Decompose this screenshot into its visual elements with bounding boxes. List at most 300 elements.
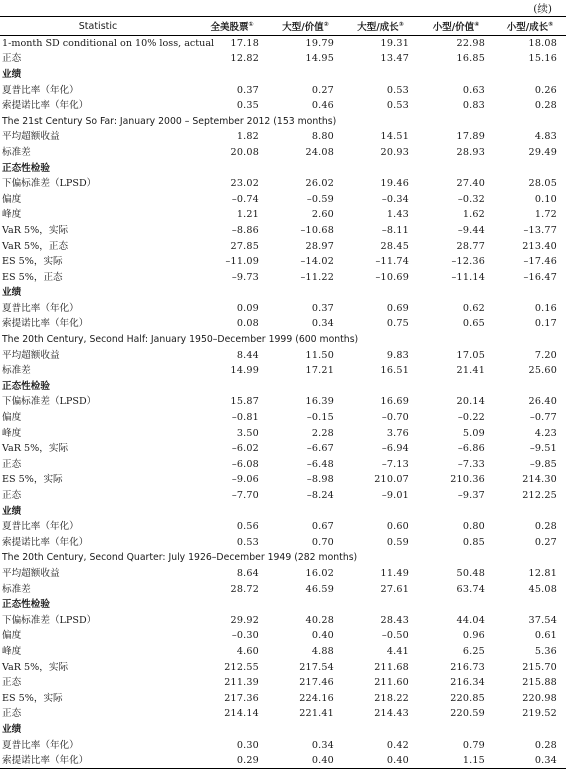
cell-value: 217.54 — [299, 661, 334, 673]
cell-value: 0.63 — [462, 84, 485, 96]
cell-value: 28.77 — [456, 240, 485, 252]
section-heading-row — [0, 722, 566, 738]
table-row — [0, 82, 566, 98]
cell-value: –9.73 — [231, 271, 259, 283]
row-label: 下偏标准差（LPSD） — [2, 614, 97, 626]
cell-value: 40.28 — [305, 614, 334, 626]
cell-value: 23.02 — [230, 178, 259, 190]
cell-value: 12.82 — [230, 53, 259, 65]
cell-value: 0.30 — [236, 739, 259, 751]
cell-value: 12.81 — [528, 567, 557, 579]
section-heading-row — [0, 160, 566, 176]
section-heading: 业绩 — [2, 723, 22, 735]
cell-value: 212.55 — [224, 661, 259, 673]
cell-value: 28.05 — [528, 178, 557, 190]
cell-value: –6.02 — [231, 443, 259, 455]
cell-value: –9.01 — [381, 490, 409, 502]
cell-value: 19.46 — [380, 178, 409, 190]
statistics-table — [0, 16, 566, 769]
row-label: 标准差 — [2, 146, 31, 158]
table-row — [0, 51, 566, 67]
cell-value: 14.95 — [305, 53, 334, 65]
cell-value: 216.73 — [450, 661, 485, 673]
cell-value: –12.36 — [451, 256, 485, 268]
cell-value: –0.59 — [306, 193, 334, 205]
row-label: 1-month SD conditional on 10% loss, actual — [2, 38, 215, 50]
cell-value: –0.22 — [457, 412, 485, 424]
cell-value: –0.74 — [231, 193, 259, 205]
row-label: 夏普比率（年化） — [2, 302, 79, 314]
cell-value: 4.60 — [236, 645, 259, 657]
table-row — [0, 238, 566, 254]
cell-value: 1.21 — [236, 209, 259, 221]
cell-value: 0.67 — [311, 521, 334, 533]
cell-value: 220.59 — [450, 708, 485, 720]
cell-value: 220.85 — [450, 692, 485, 704]
cell-value: –0.81 — [231, 412, 259, 424]
cell-value: 46.59 — [305, 583, 334, 595]
cell-value: 37.54 — [528, 614, 557, 626]
header-col-total-market — [196, 17, 268, 36]
cell-value: 1.43 — [386, 209, 409, 221]
cell-value: 20.08 — [230, 146, 259, 158]
row-label: ES 5%，实际 — [2, 692, 63, 704]
cell-value: 0.17 — [534, 318, 557, 330]
cell-value: –11.74 — [375, 256, 409, 268]
cell-value: 2.60 — [311, 209, 334, 221]
table-row — [0, 36, 566, 52]
cell-value: –9.85 — [529, 458, 557, 470]
header-row — [0, 17, 566, 36]
cell-value: 0.40 — [386, 754, 409, 766]
cell-value: 27.40 — [456, 178, 485, 190]
cell-value: 15.16 — [528, 53, 557, 65]
cell-value: 27.61 — [380, 583, 409, 595]
table-row — [0, 316, 566, 332]
table-row — [0, 410, 566, 426]
header-col-small-growth — [494, 17, 566, 36]
cell-value: –9.37 — [457, 490, 485, 502]
row-label: 偏度 — [2, 193, 22, 205]
cell-value: 24.08 — [305, 146, 334, 158]
table-row — [0, 519, 566, 535]
cell-value: 0.70 — [311, 536, 334, 548]
cell-value: 216.34 — [450, 677, 485, 689]
header-note: ① — [248, 20, 254, 28]
cell-value: 0.83 — [462, 100, 485, 112]
table-row — [0, 98, 566, 114]
table-row — [0, 207, 566, 223]
cell-value: 1.82 — [236, 131, 259, 143]
cell-value: 0.59 — [386, 536, 409, 548]
cell-value: 45.08 — [528, 583, 557, 595]
cell-value: 1.72 — [534, 209, 557, 221]
cell-value: 4.23 — [534, 427, 557, 439]
cell-value: –7.70 — [231, 490, 259, 502]
cell-value: 0.10 — [534, 193, 557, 205]
cell-value: 210.07 — [374, 474, 409, 486]
statistics-table-wrapper — [0, 16, 566, 769]
row-label: 正态 — [2, 53, 22, 65]
header-label: 全美股票 — [210, 22, 249, 33]
row-label: 正态 — [2, 708, 22, 720]
table-row — [0, 659, 566, 675]
cell-value: –13.77 — [523, 224, 557, 236]
cell-value: 3.76 — [386, 427, 409, 439]
row-label: 正态 — [2, 490, 22, 502]
cell-value: 0.34 — [311, 318, 334, 330]
period-heading: The 20th Century, Second Quarter: July 1926–December 1949 (282 months) — [2, 552, 358, 564]
table-row — [0, 425, 566, 441]
cell-value: 214.30 — [522, 474, 557, 486]
cell-value: 6.25 — [462, 645, 485, 657]
cell-value: 217.36 — [224, 692, 259, 704]
table-row — [0, 457, 566, 473]
cell-value: 25.60 — [528, 365, 557, 377]
row-label: 索提诺比率（年化） — [2, 536, 89, 548]
section-heading: 业绩 — [2, 287, 22, 299]
row-label: 偏度 — [2, 630, 22, 642]
header-note: ④ — [474, 20, 480, 28]
cell-value: 211.68 — [374, 661, 409, 673]
header-note: ③ — [398, 20, 404, 28]
cell-value: 0.08 — [236, 318, 259, 330]
row-label: 夏普比率（年化） — [2, 739, 79, 751]
row-label: 平均超额收益 — [2, 567, 60, 579]
cell-value: –11.14 — [451, 271, 485, 283]
period-heading-row — [0, 332, 566, 348]
cell-value: 28.45 — [380, 240, 409, 252]
table-body — [0, 36, 566, 769]
cell-value: –0.32 — [457, 193, 485, 205]
cell-value: –11.22 — [300, 271, 334, 283]
cell-value: –0.15 — [306, 412, 334, 424]
cell-value: 4.41 — [386, 645, 409, 657]
cell-value: 0.37 — [236, 84, 259, 96]
cell-value: 1.15 — [462, 754, 485, 766]
cell-value: 0.16 — [534, 302, 557, 314]
row-label: VaR 5%，实际 — [2, 224, 69, 236]
cell-value: 210.36 — [450, 474, 485, 486]
table-row — [0, 269, 566, 285]
cell-value: 11.50 — [305, 349, 334, 361]
row-label: ES 5%，实际 — [2, 474, 63, 486]
period-heading: The 20th Century, Second Half: January 1950–December 1999 (600 months) — [2, 334, 359, 346]
continued-label: (续) — [533, 3, 552, 15]
row-label: 索提诺比率（年化） — [2, 754, 89, 766]
table-row — [0, 472, 566, 488]
cell-value: 0.27 — [534, 536, 557, 548]
cell-value: 0.26 — [534, 84, 557, 96]
cell-value: 0.40 — [311, 754, 334, 766]
header-note: ⑤ — [548, 20, 554, 28]
cell-value: 26.02 — [305, 178, 334, 190]
cell-value: –17.46 — [523, 256, 557, 268]
cell-value: –0.50 — [381, 630, 409, 642]
header-label: 大型/价值 — [282, 22, 324, 33]
table-row — [0, 675, 566, 691]
cell-value: 0.40 — [311, 630, 334, 642]
cell-value: 0.53 — [386, 84, 409, 96]
table-row — [0, 441, 566, 457]
cell-value: 0.53 — [386, 100, 409, 112]
cell-value: 28.72 — [230, 583, 259, 595]
row-label: 平均超额收益 — [2, 131, 60, 143]
cell-value: –7.13 — [381, 458, 409, 470]
cell-value: 16.02 — [305, 567, 334, 579]
cell-value: 4.88 — [311, 645, 334, 657]
cell-value: 0.53 — [236, 536, 259, 548]
row-label: 标准差 — [2, 583, 31, 595]
cell-value: 219.52 — [522, 708, 557, 720]
row-label: 下偏标准差（LPSD） — [2, 178, 97, 190]
table-row — [0, 254, 566, 270]
period-heading-row — [0, 113, 566, 129]
cell-value: –16.47 — [523, 271, 557, 283]
cell-value: 0.75 — [386, 318, 409, 330]
cell-value: 21.41 — [456, 365, 485, 377]
row-label: VaR 5%，正态 — [2, 240, 69, 252]
cell-value: 22.98 — [456, 38, 485, 50]
header-label: 小型/价值 — [432, 22, 475, 33]
cell-value: 17.21 — [305, 365, 334, 377]
row-label: 夏普比率（年化） — [2, 84, 79, 96]
cell-value: 28.43 — [380, 614, 409, 626]
cell-value: –10.69 — [375, 271, 409, 283]
table-row — [0, 535, 566, 551]
cell-value: 0.34 — [311, 739, 334, 751]
cell-value: –6.48 — [306, 458, 334, 470]
section-heading: 业绩 — [2, 68, 22, 80]
header-note: ② — [323, 20, 329, 28]
header-col-small-value — [418, 17, 494, 36]
table-row — [0, 706, 566, 722]
cell-value: 214.43 — [374, 708, 409, 720]
table-row — [0, 394, 566, 410]
cell-value: 0.28 — [534, 521, 557, 533]
cell-value: 50.48 — [456, 567, 485, 579]
cell-value: 44.04 — [456, 614, 485, 626]
section-heading-row — [0, 285, 566, 301]
cell-value: 0.46 — [311, 100, 334, 112]
cell-value: 11.49 — [380, 567, 409, 579]
cell-value: 0.34 — [534, 754, 557, 766]
period-heading: The 21st Century So Far: January 2000 – September 2012 (153 months) — [2, 115, 337, 127]
row-label: 峰度 — [2, 645, 22, 657]
cell-value: 9.83 — [386, 349, 409, 361]
cell-value: 16.85 — [456, 53, 485, 65]
header-label: 小型/成长 — [506, 22, 549, 33]
cell-value: 13.47 — [380, 53, 409, 65]
cell-value: 0.42 — [386, 739, 409, 751]
cell-value: 7.20 — [534, 349, 557, 361]
cell-value: 8.44 — [236, 349, 259, 361]
section-heading-row — [0, 379, 566, 395]
cell-value: –9.44 — [457, 224, 485, 236]
cell-value: 0.79 — [462, 739, 485, 751]
period-heading-row — [0, 550, 566, 566]
cell-value: 15.87 — [230, 396, 259, 408]
cell-value: 211.39 — [224, 677, 259, 689]
cell-value: –8.11 — [381, 224, 409, 236]
header-col-large-value — [268, 17, 343, 36]
cell-value: 26.40 — [528, 396, 557, 408]
table-row — [0, 176, 566, 192]
cell-value: –0.70 — [381, 412, 409, 424]
cell-value: 220.98 — [522, 692, 557, 704]
section-heading-row — [0, 67, 566, 83]
cell-value: 19.79 — [305, 38, 334, 50]
cell-value: 0.35 — [236, 100, 259, 112]
cell-value: 0.29 — [236, 754, 259, 766]
cell-value: 0.28 — [534, 100, 557, 112]
cell-value: 0.27 — [311, 84, 334, 96]
row-label: 偏度 — [2, 412, 22, 424]
cell-value: 5.36 — [534, 645, 557, 657]
cell-value: 17.89 — [456, 131, 485, 143]
cell-value: 18.08 — [528, 38, 557, 50]
row-label: 索提诺比率（年化） — [2, 100, 89, 112]
cell-value: 1.62 — [462, 209, 485, 221]
cell-value: 29.92 — [230, 614, 259, 626]
cell-value: 0.61 — [534, 630, 557, 642]
table-row — [0, 753, 566, 769]
cell-value: 214.14 — [224, 708, 259, 720]
cell-value: 211.60 — [374, 677, 409, 689]
row-label: 正态 — [2, 677, 22, 689]
row-label: 平均超额收益 — [2, 349, 60, 361]
table-row — [0, 191, 566, 207]
cell-value: 0.60 — [386, 521, 409, 533]
cell-value: 0.65 — [462, 318, 485, 330]
section-heading-row — [0, 503, 566, 519]
row-label: VaR 5%，实际 — [2, 661, 69, 673]
cell-value: –11.09 — [225, 256, 259, 268]
cell-value: –9.06 — [231, 474, 259, 486]
header-col-large-growth — [343, 17, 418, 36]
table-row — [0, 644, 566, 660]
cell-value: 28.97 — [305, 240, 334, 252]
row-label: 正态 — [2, 458, 22, 470]
cell-value: 0.96 — [462, 630, 485, 642]
row-label: 峰度 — [2, 427, 22, 439]
cell-value: –6.67 — [306, 443, 334, 455]
section-heading: 正态性检验 — [2, 599, 50, 611]
cell-value: 20.14 — [456, 396, 485, 408]
row-label: VaR 5%，实际 — [2, 443, 69, 455]
cell-value: 0.37 — [311, 302, 334, 314]
cell-value: 0.69 — [386, 302, 409, 314]
section-heading: 正态性检验 — [2, 162, 50, 174]
cell-value: 0.56 — [236, 521, 259, 533]
cell-value: 19.31 — [380, 38, 409, 50]
cell-value: 17.18 — [230, 38, 259, 50]
cell-value: –8.98 — [306, 474, 334, 486]
cell-value: 3.50 — [236, 427, 259, 439]
row-label: 下偏标准差（LPSD） — [2, 396, 97, 408]
cell-value: 16.39 — [305, 396, 334, 408]
cell-value: 8.80 — [311, 131, 334, 143]
table-row — [0, 737, 566, 753]
cell-value: –6.94 — [381, 443, 409, 455]
cell-value: –0.34 — [381, 193, 409, 205]
cell-value: 14.99 — [230, 365, 259, 377]
cell-value: 217.46 — [299, 677, 334, 689]
cell-value: –0.77 — [529, 412, 557, 424]
table-row — [0, 347, 566, 363]
section-heading: 业绩 — [2, 505, 22, 517]
table-row — [0, 145, 566, 161]
row-label: 标准差 — [2, 365, 31, 377]
cell-value: 16.69 — [380, 396, 409, 408]
cell-value: 0.85 — [462, 536, 485, 548]
cell-value: –14.02 — [300, 256, 334, 268]
cell-value: 0.62 — [462, 302, 485, 314]
cell-value: –7.33 — [457, 458, 485, 470]
cell-value: 5.09 — [462, 427, 485, 439]
header-statistic: Statistic — [78, 20, 118, 32]
cell-value: 16.51 — [380, 365, 409, 377]
row-label: 夏普比率（年化） — [2, 521, 79, 533]
cell-value: 0.80 — [462, 521, 485, 533]
cell-value: 20.93 — [380, 146, 409, 158]
table-header — [0, 17, 566, 36]
cell-value: –8.24 — [306, 490, 334, 502]
cell-value: 63.74 — [456, 583, 485, 595]
table-row — [0, 612, 566, 628]
cell-value: 14.51 — [380, 131, 409, 143]
cell-value: 224.16 — [299, 692, 334, 704]
row-label: ES 5%，实际 — [2, 256, 63, 268]
section-heading-row — [0, 597, 566, 613]
cell-value: 4.83 — [534, 131, 557, 143]
cell-value: 218.22 — [374, 692, 409, 704]
table-row — [0, 581, 566, 597]
cell-value: 27.85 — [230, 240, 259, 252]
cell-value: –6.86 — [457, 443, 485, 455]
cell-value: 2.28 — [311, 427, 334, 439]
cell-value: 28.93 — [456, 146, 485, 158]
cell-value: –0.30 — [231, 630, 259, 642]
header-label: 大型/成长 — [357, 22, 399, 33]
cell-value: –10.68 — [300, 224, 334, 236]
table-row — [0, 488, 566, 504]
table-row — [0, 129, 566, 145]
cell-value: –9.51 — [529, 443, 557, 455]
table-row — [0, 223, 566, 239]
cell-value: 0.28 — [534, 739, 557, 751]
cell-value: –8.86 — [231, 224, 259, 236]
section-heading: 正态性检验 — [2, 380, 50, 392]
table-row — [0, 628, 566, 644]
table-row — [0, 301, 566, 317]
cell-value: 8.64 — [236, 567, 259, 579]
cell-value: 17.05 — [456, 349, 485, 361]
table-row — [0, 690, 566, 706]
cell-value: 213.40 — [522, 240, 557, 252]
row-label: 索提诺比率（年化） — [2, 318, 89, 330]
cell-value: 29.49 — [528, 146, 557, 158]
cell-value: 215.70 — [522, 661, 557, 673]
table-row — [0, 566, 566, 582]
row-label: 峰度 — [2, 209, 22, 221]
table-row — [0, 363, 566, 379]
cell-value: –6.08 — [231, 458, 259, 470]
cell-value: 221.41 — [299, 708, 334, 720]
cell-value: 212.25 — [522, 490, 557, 502]
cell-value: 215.88 — [522, 677, 557, 689]
cell-value: 0.09 — [236, 302, 259, 314]
